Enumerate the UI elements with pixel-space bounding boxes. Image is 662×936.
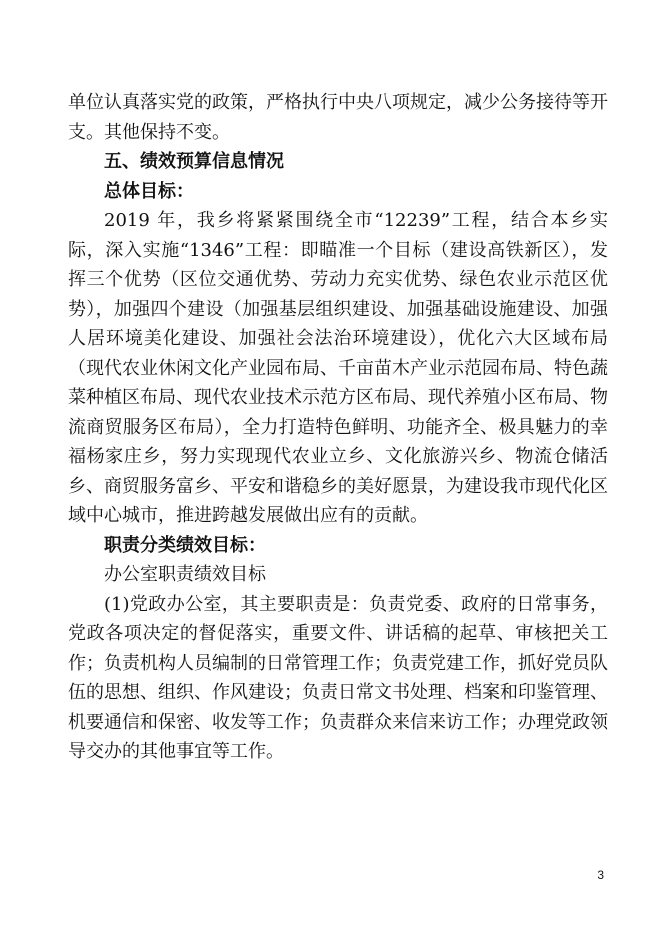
overall-goal-heading: 总体目标： xyxy=(104,180,194,202)
body-text xyxy=(68,88,608,767)
office-duty-subheading: 办公室职责绩效目标 xyxy=(104,564,266,585)
office-duty-paragraph: (1)党政办公室，其主要职责是：负责党委、政府的日常事务，党政各项决定的督促落实，重要文件、讲话稿的起草、审核把关工作；负责机构人员编制的日常管理工作；负责党建工作，抓好党员队伍的思想、组织、作风建设；负责日常文书处理、档案和印鉴管理、机要通信和保密、收发等工作；负责群众来信来访工作；办理党政领导交办的其他事宜等工作。 xyxy=(68,593,608,762)
overall-goal-paragraph: 2019 年，我乡将紧紧围绕全市“12239”工程，结合本乡实际，深入实施“1346”工程：即瞄准一个目标（建设高铁新区），发挥三个优势（区位交通优势、劳动力充实优势、绿色农业示范区优势），加强四个建设（加强基层组织建设、加强基础设施建设、加强人居环境美化建设、加强社会法治环境建设），优化六大区域布局（现代农业休闲文化产业园布局、千亩苗木产业示范园布局、特色蔬菜种植区布局、现代农业技术示范方区布局、现代养殖小区布局、物流商贸服务区布局），全力打造特色鲜明、功能齐全、极具魅力的幸福杨家庄乡，努力实现现代农业立乡、文化旅游兴乡、物流仓储活乡、商贸服务富乡、平安和谐稳乡的美好愿景，为建设我市现代化区域中心城市，推进跨越发展做出应有的贡献。 xyxy=(68,210,608,526)
paragraph-continuation: 单位认真落实党的政策，严格执行中央八项规定，减少公务接待等开支。其他保持不变。 xyxy=(68,92,608,143)
section-heading: 五、绩效预算信息情况 xyxy=(104,151,284,172)
duty-goals-heading: 职责分类绩效目标： xyxy=(104,534,266,556)
page-number: 3 xyxy=(597,868,604,882)
